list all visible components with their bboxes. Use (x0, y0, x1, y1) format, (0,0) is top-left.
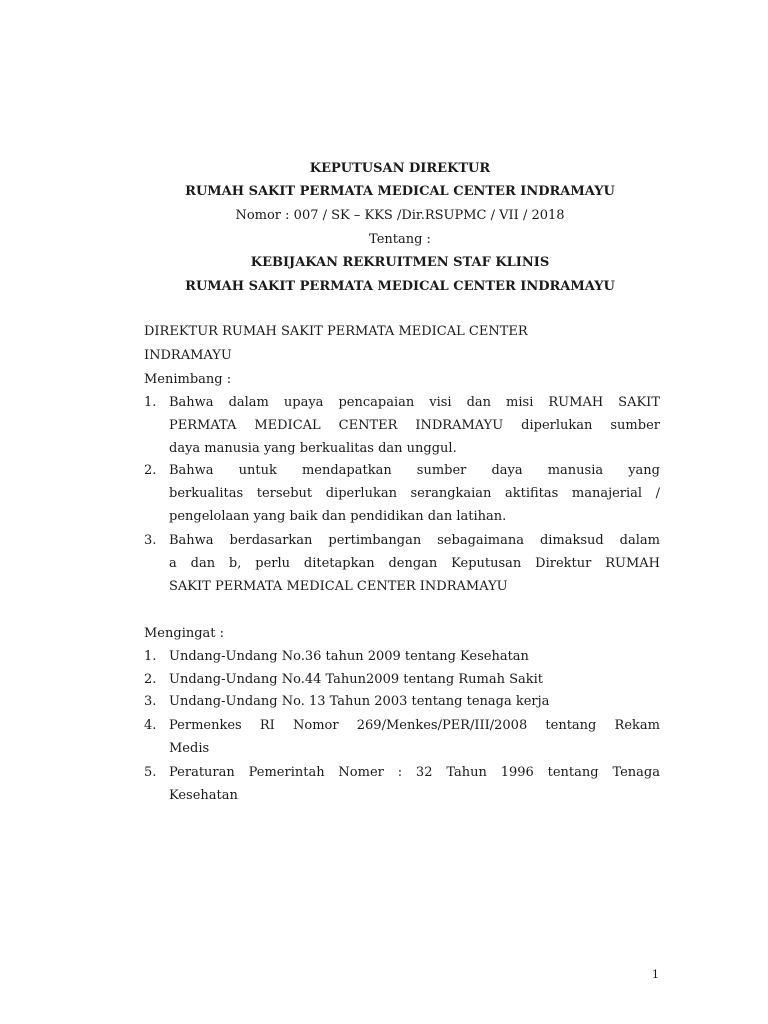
text-line: berkualitas tersebut diperlukan serangkaian aktifitas manajerial / (169, 486, 660, 501)
mengingat-item-text (169, 645, 660, 668)
mengingat-item-text (169, 714, 660, 760)
mengingat-item-number: 1. (144, 649, 157, 664)
mengingat-item-text (169, 761, 660, 807)
menimbang-item (144, 391, 660, 460)
mengingat-item (144, 690, 660, 713)
text-line: Bahwa dalam upaya pencapaian visi dan misi RUMAH SAKIT (169, 395, 660, 410)
mengingat-item (144, 714, 660, 760)
mengingat-item (144, 645, 660, 668)
menimbang-item-text (169, 459, 660, 528)
subject-title: KEBIJAKAN REKRUITMEN STAF KLINIS (250, 255, 550, 270)
text-line: Permenkes RI Nomor 269/Menkes/PER/III/2008 tentang Rekam (169, 718, 660, 733)
mengingat-item-number: 2. (144, 672, 157, 687)
menimbang-item-number: 1. (144, 395, 157, 410)
text-line: SAKIT PERMATA MEDICAL CENTER INDRAMAYU (169, 579, 508, 594)
text-line: a dan b, perlu ditetapkan dengan Keputusan Direktur RUMAH (169, 556, 660, 571)
title-hospital-name: RUMAH SAKIT PERMATA MEDICAL CENTER INDRAMAYU (185, 184, 615, 199)
direktur-line-1: DIREKTUR RUMAH SAKIT PERMATA MEDICAL CENTER (144, 324, 528, 339)
mengingat-item-text (169, 668, 660, 691)
direktur-line-2: INDRAMAYU (144, 348, 232, 363)
tentang-label: Tentang : (369, 232, 431, 247)
mengingat-item-number: 4. (144, 718, 157, 733)
mengingat-item-number: 3. (144, 694, 157, 709)
text-line: Kesehatan (169, 788, 238, 803)
text-line: Bahwa berdasarkan pertimbangan sebagaimana dimaksud dalam (169, 533, 660, 548)
mengingat-item-number: 5. (144, 765, 157, 780)
mengingat-item-text (169, 690, 660, 713)
mengingat-label: Mengingat : (144, 626, 225, 641)
menimbang-label: Menimbang : (144, 372, 232, 387)
decree-number: Nomor : 007 / SK – KKS /Dir.RSUPMC / VII / 2018 (235, 208, 565, 223)
menimbang-item-text (169, 391, 660, 460)
text-line: pengelolaan yang baik dan pendidikan dan latihan. (169, 509, 507, 524)
text-line: Undang-Undang No.44 Tahun2009 tentang Rumah Sakit (169, 672, 543, 687)
menimbang-item-number: 3. (144, 533, 157, 548)
mengingat-item (144, 668, 660, 691)
page-number: 1 (652, 968, 659, 981)
text-line: Undang-Undang No.36 tahun 2009 tentang Kesehatan (169, 649, 529, 664)
text-line: Peraturan Pemerintah Nomer : 32 Tahun 1996 tentang Tenaga (169, 765, 660, 780)
subject-hospital-name: RUMAH SAKIT PERMATA MEDICAL CENTER INDRAMAYU (185, 279, 615, 294)
menimbang-item-text (169, 529, 660, 598)
title-keputusan-direktur: KEPUTUSAN DIREKTUR (309, 161, 491, 176)
text-line: Undang-Undang No. 13 Tahun 2003 tentang tenaga kerja (169, 694, 550, 709)
mengingat-item (144, 761, 660, 807)
menimbang-item (144, 459, 660, 528)
text-line: daya manusia yang berkualitas dan unggul. (169, 441, 457, 456)
menimbang-item-number: 2. (144, 463, 157, 478)
text-line: PERMATA MEDICAL CENTER INDRAMAYU diperlukan sumber (169, 418, 660, 433)
text-line: Bahwa untuk mendapatkan sumber daya manusia yang (169, 463, 660, 478)
text-line: Medis (169, 741, 210, 756)
menimbang-item (144, 529, 660, 598)
